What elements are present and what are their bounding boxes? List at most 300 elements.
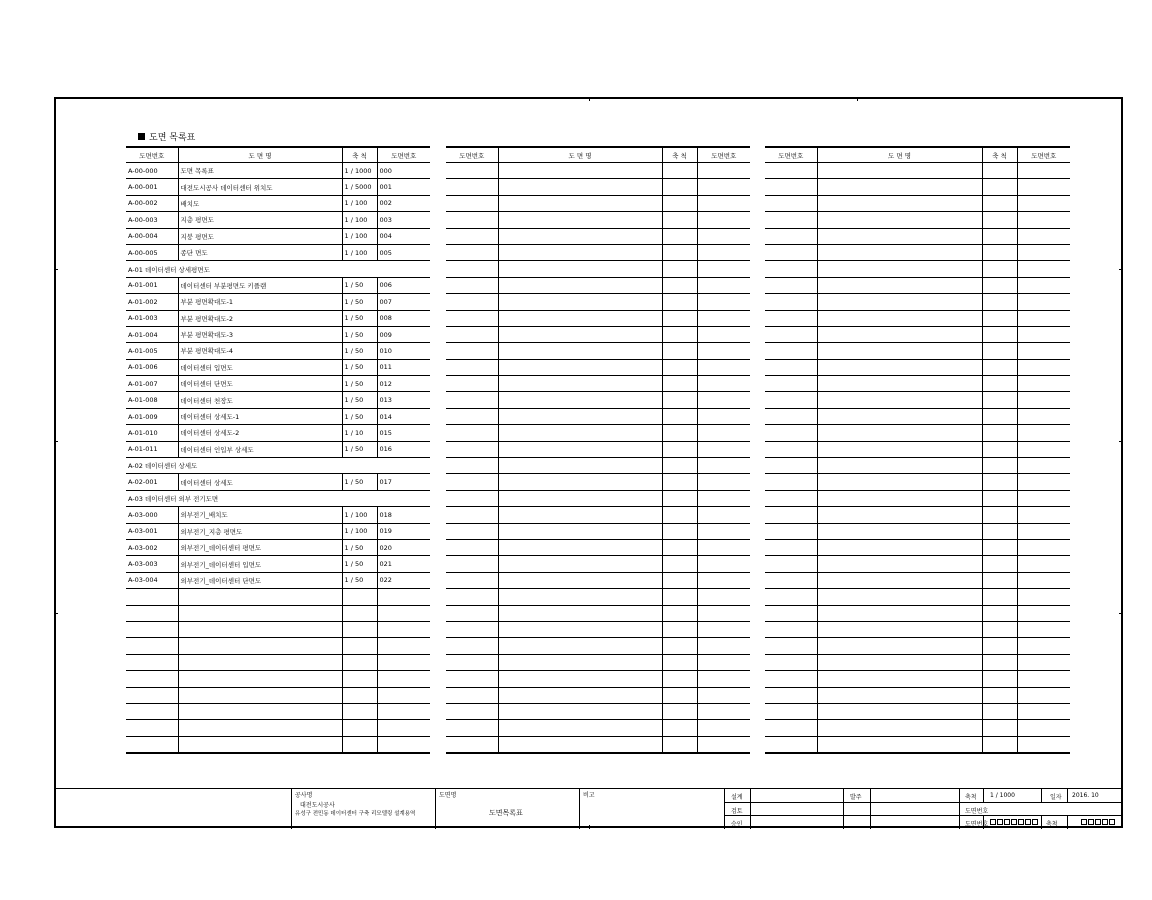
table-row xyxy=(446,458,750,474)
drawing-page: 018 xyxy=(377,507,430,523)
table-cell xyxy=(817,294,982,310)
drawing-scale: 1 / 50 xyxy=(342,572,377,588)
table-cell xyxy=(446,195,498,211)
table-row xyxy=(765,720,1070,736)
table-cell xyxy=(697,376,750,392)
drawing-page: 000 xyxy=(377,163,430,179)
table-row xyxy=(765,687,1070,703)
table-cell xyxy=(817,277,982,293)
table-cell xyxy=(697,277,750,293)
date-value: 2016. 10 xyxy=(1072,792,1099,799)
table-cell xyxy=(377,736,430,753)
drawing-scale: 1 / 50 xyxy=(342,343,377,359)
table-cell xyxy=(446,703,498,719)
project-label: 공사명 xyxy=(295,792,313,799)
table-row xyxy=(126,408,430,424)
table-row xyxy=(446,277,750,293)
drawing-page: 020 xyxy=(377,539,430,555)
drawing-page: 004 xyxy=(377,228,430,244)
drawing-page: 021 xyxy=(377,556,430,572)
table-row xyxy=(446,408,750,424)
table-cell xyxy=(446,539,498,555)
table-cell xyxy=(498,261,662,277)
table-cell xyxy=(697,490,750,506)
table-row xyxy=(765,392,1070,408)
table-cell xyxy=(765,621,817,637)
drawing-scale: 1 / 50 xyxy=(342,474,377,490)
drawing-scale: 1 / 50 xyxy=(342,539,377,555)
table-cell xyxy=(498,441,662,457)
table-cell xyxy=(446,277,498,293)
table-cell xyxy=(765,474,817,490)
table-row xyxy=(126,720,430,736)
drawing-page: 001 xyxy=(377,179,430,195)
col-no-header: 도면번호 xyxy=(446,147,498,163)
drawing-name: 데이터센터 천장도 xyxy=(178,392,342,408)
table-row xyxy=(446,539,750,555)
table-cell xyxy=(498,244,662,260)
table-cell xyxy=(817,261,982,277)
table-cell xyxy=(765,343,817,359)
table-cell xyxy=(982,720,1017,736)
check-label: 검토 xyxy=(731,808,743,815)
table-cell xyxy=(446,408,498,424)
drawing-page: 019 xyxy=(377,523,430,539)
table-cell xyxy=(817,310,982,326)
table-cell xyxy=(765,212,817,228)
drawing-name: 대전도시공사 데이터센터 위치도 xyxy=(178,179,342,195)
table-cell xyxy=(1017,458,1070,474)
table-cell xyxy=(446,458,498,474)
table-cell xyxy=(662,490,697,506)
table-cell xyxy=(817,490,982,506)
drawing-scale: 1 / 100 xyxy=(342,507,377,523)
table-row xyxy=(765,376,1070,392)
table-cell xyxy=(662,687,697,703)
table-cell xyxy=(982,703,1017,719)
col-scale-header: 축 척 xyxy=(982,147,1017,163)
table-row xyxy=(446,179,750,195)
table-cell xyxy=(697,343,750,359)
table-cell xyxy=(1017,326,1070,342)
table-row xyxy=(126,326,430,342)
drawing-page: 008 xyxy=(377,310,430,326)
table-cell xyxy=(446,326,498,342)
table-row xyxy=(765,425,1070,441)
drawing-scale: 1 / 100 xyxy=(342,212,377,228)
table-row xyxy=(126,343,430,359)
table-cell xyxy=(765,326,817,342)
table-row xyxy=(126,441,430,457)
table-cell xyxy=(1017,408,1070,424)
table-cell xyxy=(342,638,377,654)
table-cell xyxy=(982,523,1017,539)
table-cell xyxy=(446,212,498,228)
table-row xyxy=(765,621,1070,637)
table-cell xyxy=(697,294,750,310)
table-row xyxy=(126,736,430,753)
table-row xyxy=(765,638,1070,654)
table-cell xyxy=(697,687,750,703)
drawing-number: A-01-005 xyxy=(126,343,178,359)
table-cell xyxy=(817,474,982,490)
table-cell xyxy=(178,687,342,703)
table-cell xyxy=(982,605,1017,621)
table-cell xyxy=(817,359,982,375)
table-header-row xyxy=(446,147,750,163)
ratio-boxes xyxy=(1081,818,1115,825)
table-cell xyxy=(982,195,1017,211)
table-row xyxy=(765,163,1070,179)
table-cell xyxy=(982,376,1017,392)
table-cell xyxy=(662,605,697,621)
table-cell xyxy=(765,654,817,670)
table-cell xyxy=(662,261,697,277)
table-row xyxy=(446,326,750,342)
table-row xyxy=(446,343,750,359)
table-cell xyxy=(446,244,498,260)
table-cell xyxy=(982,261,1017,277)
table-cell xyxy=(498,294,662,310)
drawing-number: A-03-000 xyxy=(126,507,178,523)
table-cell xyxy=(817,179,982,195)
table-cell xyxy=(817,605,982,621)
table-cell xyxy=(982,474,1017,490)
table-row xyxy=(126,294,430,310)
table-cell xyxy=(377,605,430,621)
table-cell xyxy=(498,408,662,424)
table-row xyxy=(126,638,430,654)
sign-values xyxy=(750,789,843,829)
table-cell xyxy=(662,310,697,326)
table-cell xyxy=(1017,589,1070,605)
table-row xyxy=(765,179,1070,195)
table-row xyxy=(126,376,430,392)
table-cell xyxy=(817,212,982,228)
table-cell xyxy=(982,556,1017,572)
table-cell xyxy=(662,441,697,457)
table-cell xyxy=(1017,343,1070,359)
table-cell xyxy=(498,605,662,621)
drawing-scale: 1 / 100 xyxy=(342,244,377,260)
table-cell xyxy=(446,425,498,441)
table-cell xyxy=(446,671,498,687)
table-header-row xyxy=(765,147,1070,163)
drawing-scale: 1 / 100 xyxy=(342,228,377,244)
drawing-number: A-00-001 xyxy=(126,179,178,195)
table-cell xyxy=(498,392,662,408)
table-cell xyxy=(765,523,817,539)
table-cell xyxy=(817,441,982,457)
table-cell xyxy=(982,425,1017,441)
table-row xyxy=(446,490,750,506)
table-row xyxy=(446,195,750,211)
table-cell xyxy=(817,507,982,523)
table-cell xyxy=(1017,359,1070,375)
table-cell xyxy=(498,359,662,375)
table-cell xyxy=(1017,228,1070,244)
table-cell xyxy=(817,687,982,703)
table-cell xyxy=(1017,212,1070,228)
table-cell xyxy=(765,277,817,293)
table-cell xyxy=(697,179,750,195)
table-cell xyxy=(446,310,498,326)
table-cell xyxy=(446,736,498,753)
drawing-page: 012 xyxy=(377,376,430,392)
scale-label: 축척 xyxy=(965,794,977,801)
drawing-scale: 1 / 50 xyxy=(342,294,377,310)
owner-cell xyxy=(843,789,870,829)
table-cell xyxy=(342,621,377,637)
table-row xyxy=(765,359,1070,375)
drawing-list-table-1 xyxy=(126,146,430,754)
section-row xyxy=(126,490,430,506)
table-cell xyxy=(1017,310,1070,326)
table-row xyxy=(446,556,750,572)
table-cell xyxy=(1017,474,1070,490)
table-cell xyxy=(446,687,498,703)
title-marker-icon xyxy=(138,133,145,140)
table-cell xyxy=(1017,556,1070,572)
table-row xyxy=(126,195,430,211)
table-cell xyxy=(662,359,697,375)
table-cell xyxy=(817,589,982,605)
table-row xyxy=(446,359,750,375)
date-label: 일자 xyxy=(1050,794,1062,801)
table-cell xyxy=(982,179,1017,195)
table-cell xyxy=(697,572,750,588)
table-cell xyxy=(662,228,697,244)
drawing-name: 배치도 xyxy=(178,195,342,211)
table-cell xyxy=(697,458,750,474)
table-row xyxy=(765,441,1070,457)
table-cell xyxy=(817,654,982,670)
table-cell xyxy=(817,671,982,687)
table-cell xyxy=(377,638,430,654)
table-cell xyxy=(1017,195,1070,211)
col-name-header: 도 면 명 xyxy=(498,147,662,163)
drawing-page: 011 xyxy=(377,359,430,375)
table-cell xyxy=(765,441,817,457)
table-cell xyxy=(498,539,662,555)
drawing-page: 017 xyxy=(377,474,430,490)
drawing-number: A-00-005 xyxy=(126,244,178,260)
drawing-name: 부분 평면확대도-2 xyxy=(178,310,342,326)
sign-labels xyxy=(724,789,750,829)
table-cell xyxy=(178,638,342,654)
table-cell xyxy=(662,671,697,687)
table-cell xyxy=(498,277,662,293)
table-row xyxy=(765,294,1070,310)
drawing-number: A-00-003 xyxy=(126,212,178,228)
table-cell xyxy=(446,572,498,588)
table-cell xyxy=(498,556,662,572)
table-cell xyxy=(817,720,982,736)
table-cell xyxy=(662,294,697,310)
table-cell xyxy=(178,621,342,637)
table-row xyxy=(765,212,1070,228)
table-row xyxy=(446,441,750,457)
table-row xyxy=(446,523,750,539)
table-cell xyxy=(817,392,982,408)
table-cell xyxy=(446,720,498,736)
table-cell xyxy=(982,277,1017,293)
table-cell xyxy=(697,261,750,277)
table-cell xyxy=(817,621,982,637)
table-cell xyxy=(662,458,697,474)
table-row xyxy=(765,589,1070,605)
table-cell xyxy=(697,359,750,375)
table-cell xyxy=(377,621,430,637)
drawing-page: 016 xyxy=(377,441,430,457)
table-cell xyxy=(662,244,697,260)
drawing-number: A-00-000 xyxy=(126,163,178,179)
table-cell xyxy=(1017,376,1070,392)
table-row xyxy=(126,523,430,539)
table-cell xyxy=(817,638,982,654)
table-cell xyxy=(817,408,982,424)
col-no-header: 도면번호 xyxy=(126,147,178,163)
table-cell xyxy=(982,408,1017,424)
table-row xyxy=(765,671,1070,687)
table-row xyxy=(126,425,430,441)
table-cell xyxy=(498,228,662,244)
table-cell xyxy=(446,294,498,310)
table-cell xyxy=(126,638,178,654)
sheet-title xyxy=(138,130,195,143)
drawing-list-table-2 xyxy=(446,146,750,754)
table-cell xyxy=(982,326,1017,342)
col-page-header: 도면번호 xyxy=(697,147,750,163)
project-line1: 대전도시공사 xyxy=(300,802,335,809)
table-cell xyxy=(178,671,342,687)
table-cell xyxy=(342,605,377,621)
owner-label: 발주 xyxy=(850,794,862,801)
table-cell xyxy=(662,376,697,392)
col-no-header: 도면번호 xyxy=(765,147,817,163)
drawing-name: 도면목록표 xyxy=(489,809,523,817)
table-cell xyxy=(662,621,697,637)
drawing-name: 지층 평면도 xyxy=(178,212,342,228)
table-row xyxy=(446,638,750,654)
table-cell xyxy=(498,507,662,523)
table-cell xyxy=(498,343,662,359)
table-cell xyxy=(178,605,342,621)
table-row xyxy=(126,392,430,408)
table-row xyxy=(765,244,1070,260)
col-scale-header: 축 척 xyxy=(342,147,377,163)
table-row xyxy=(765,310,1070,326)
table-cell xyxy=(126,589,178,605)
table-cell xyxy=(126,605,178,621)
table-cell xyxy=(1017,572,1070,588)
table-cell xyxy=(126,654,178,670)
table-cell xyxy=(765,507,817,523)
drawing-name: 데이터센터 상세도 xyxy=(178,474,342,490)
table-cell xyxy=(765,392,817,408)
table-cell xyxy=(126,621,178,637)
table-row xyxy=(446,507,750,523)
table-cell xyxy=(697,441,750,457)
table-row xyxy=(765,539,1070,555)
table-row xyxy=(126,179,430,195)
table-cell xyxy=(982,507,1017,523)
table-cell xyxy=(697,638,750,654)
table-cell xyxy=(1017,687,1070,703)
table-cell xyxy=(498,736,662,753)
table-cell xyxy=(377,703,430,719)
table-cell xyxy=(697,244,750,260)
table-cell xyxy=(982,458,1017,474)
project-cell xyxy=(291,789,436,829)
col-page-header: 도면번호 xyxy=(377,147,430,163)
table-row xyxy=(126,212,430,228)
table-cell xyxy=(817,163,982,179)
table-cell xyxy=(342,687,377,703)
table-cell xyxy=(498,654,662,670)
table-cell xyxy=(446,163,498,179)
table-cell xyxy=(817,556,982,572)
table-cell xyxy=(765,572,817,588)
table-cell xyxy=(697,507,750,523)
table-cell xyxy=(1017,277,1070,293)
table-cell xyxy=(765,589,817,605)
table-row xyxy=(126,539,430,555)
table-cell xyxy=(982,589,1017,605)
table-cell xyxy=(446,556,498,572)
table-cell xyxy=(765,703,817,719)
table-row xyxy=(126,474,430,490)
table-row xyxy=(765,736,1070,753)
table-cell xyxy=(446,392,498,408)
table-cell xyxy=(982,572,1017,588)
table-cell xyxy=(662,638,697,654)
table-row xyxy=(765,326,1070,342)
table-row xyxy=(126,605,430,621)
table-row xyxy=(765,507,1070,523)
table-cell xyxy=(662,408,697,424)
drawing-scale: 1 / 50 xyxy=(342,408,377,424)
table-row xyxy=(446,228,750,244)
table-cell xyxy=(817,703,982,719)
drawing-number: A-01-009 xyxy=(126,408,178,424)
table-cell xyxy=(446,343,498,359)
table-cell xyxy=(498,163,662,179)
table-cell xyxy=(765,408,817,424)
table-cell xyxy=(446,474,498,490)
table-cell xyxy=(982,359,1017,375)
table-cell xyxy=(982,441,1017,457)
table-cell xyxy=(446,376,498,392)
table-cell xyxy=(982,294,1017,310)
table-cell xyxy=(446,261,498,277)
table-cell xyxy=(982,539,1017,555)
table-cell xyxy=(1017,163,1070,179)
table-cell xyxy=(498,425,662,441)
table-cell xyxy=(765,490,817,506)
table-cell xyxy=(1017,507,1070,523)
remarks-label: 비고 xyxy=(583,792,595,799)
table-cell xyxy=(982,212,1017,228)
owner-value xyxy=(870,789,959,829)
table-cell xyxy=(1017,621,1070,637)
table-row xyxy=(765,228,1070,244)
table-cell xyxy=(765,425,817,441)
ratio-label: 축척 xyxy=(1046,821,1058,828)
col-scale-header: 축 척 xyxy=(662,147,697,163)
table-row xyxy=(446,572,750,588)
drawing-number: A-01-007 xyxy=(126,376,178,392)
